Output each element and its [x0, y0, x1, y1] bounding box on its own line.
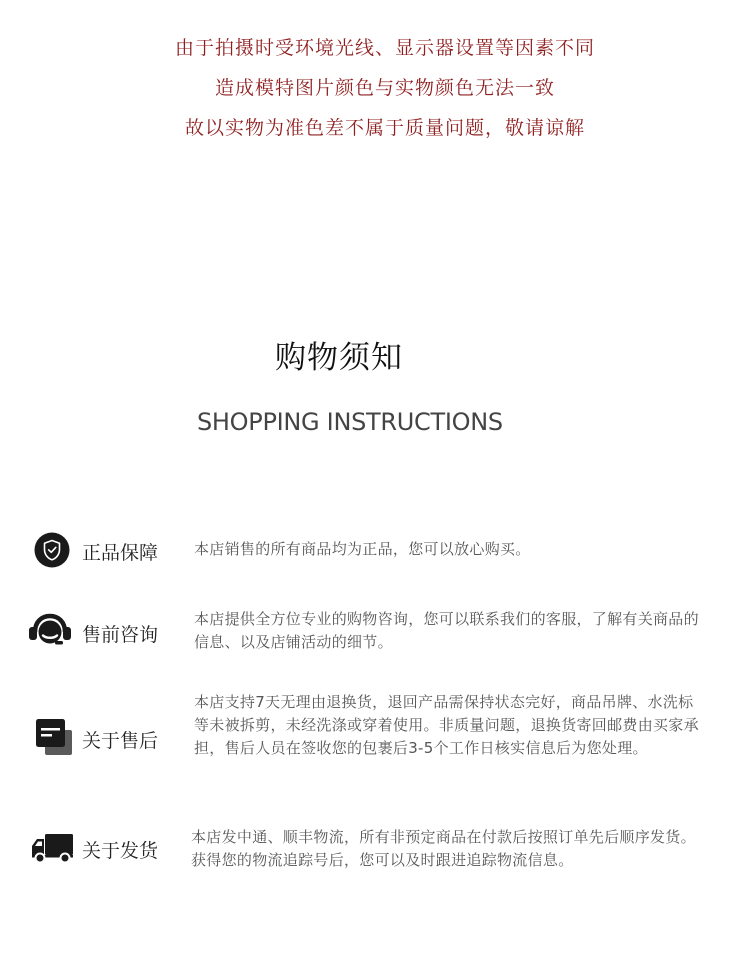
- item-description: 本店支持7天无理由退换货，退回产品需保持状态完好，商品吊牌、水洗标等未被拆剪，未经洗涤或穿着使用。非质量问题，退换货寄回邮费由买家承担，售后人员在签收您的包裹后3-5个工作日核实信息后为您处理。: [194, 693, 699, 757]
- item-label: 关于售后: [82, 730, 159, 752]
- truck-icon: [29, 826, 77, 870]
- return-box-icon: [33, 716, 77, 760]
- color-notice: [0, 28, 750, 148]
- item-description: 本店销售的所有商品均为正品，您可以放心购买。: [194, 540, 531, 558]
- item-label: 关于发货: [82, 840, 159, 862]
- notice-line: 由于拍摄时受环境光线、显示器设置等因素不同: [174, 37, 595, 59]
- headset-icon: [26, 607, 74, 651]
- shield-check-icon: [30, 528, 74, 572]
- notice-line: 故以实物为准色差不属于质量问题，敬请谅解: [184, 117, 585, 139]
- item-description: 本店提供全方位专业的购物咨询，您可以联系我们的客服，了解有关商品的信息、以及店铺活动的细节。: [194, 610, 699, 651]
- item-label: 正品保障: [82, 542, 159, 564]
- notice-line: 造成模特图片颜色与实物颜色无法一致: [214, 77, 555, 99]
- section-subtitle: SHOPPING INSTRUCTIONS: [197, 408, 503, 436]
- section-title: 购物须知: [275, 340, 403, 376]
- item-label: 售前咨询: [82, 624, 159, 646]
- item-description: 本店发中通、顺丰物流，所有非预定商品在付款后按照订单先后顺序发货。获得您的物流追踪号后，您可以及时跟进追踪物流信息。: [191, 828, 696, 869]
